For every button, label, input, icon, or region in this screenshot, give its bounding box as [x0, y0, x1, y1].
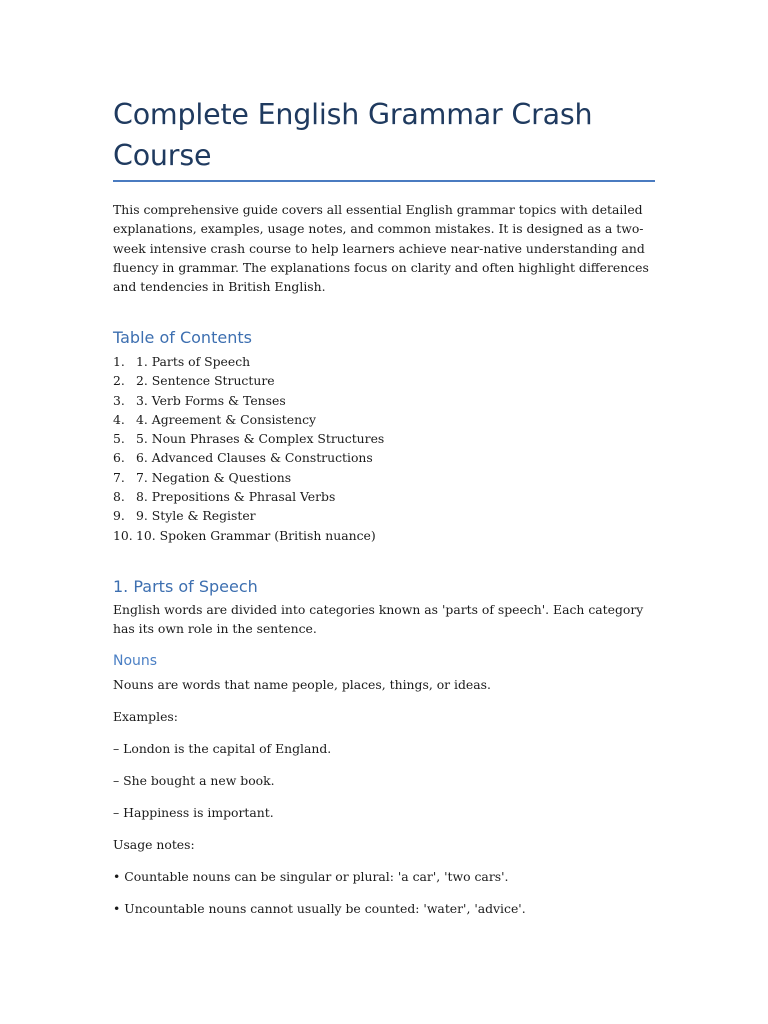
toc-item-label[interactable]: 6. Advanced Clauses & Constructions [136, 450, 373, 466]
examples-label: Examples: [113, 709, 178, 724]
title-underline [113, 180, 655, 182]
toc-heading: Table of Contents [113, 328, 252, 347]
toc-item-label[interactable]: 8. Prepositions & Phrasal Verbs [136, 489, 336, 505]
toc-item[interactable] [113, 352, 384, 371]
toc-item[interactable] [113, 448, 384, 467]
toc-item-number: 10. [113, 527, 133, 543]
document-title: Complete English Grammar Crash Course [113, 98, 593, 172]
toc-item-number: 1. [113, 354, 125, 369]
toc-item-label[interactable]: 4. Agreement & Consistency [136, 411, 317, 427]
toc-item-number: 9. [113, 508, 125, 524]
toc-item[interactable] [113, 468, 384, 487]
toc-item-number: 7. [113, 469, 125, 485]
toc-item-label[interactable]: 9. Style & Register [136, 508, 256, 524]
intro-paragraph: This comprehensive guide covers all essential English grammar topics with detailed explanations, examples, usage notes, and common mistakes. It is designed as a two-week intensive crash course to help learners achieve near-native understanding and fluency in grammar. The explanations focus on clarity and often highlight differences and tendencies in British English. [113, 202, 649, 295]
example-item: – She bought a new book. [113, 773, 275, 788]
toc-item-label[interactable]: 1. Parts of Speech [136, 354, 251, 369]
toc-item[interactable] [113, 506, 384, 525]
toc-item-label[interactable]: 3. Verb Forms & Tenses [136, 392, 286, 408]
example-item: – Happiness is important. [113, 805, 274, 820]
usage-note-item: • Countable nouns can be singular or plural: 'a car', 'two cars'. [113, 869, 509, 884]
nouns-definition: Nouns are words that name people, places, things, or ideas. [113, 677, 491, 692]
toc-item-number: 5. [113, 431, 125, 447]
toc-item[interactable] [113, 410, 384, 429]
subsection-heading-nouns: Nouns [113, 653, 158, 669]
toc-item[interactable] [113, 526, 384, 545]
toc-item-number: 2. [113, 373, 125, 389]
toc-item-number: 6. [113, 450, 125, 466]
table-of-contents [113, 352, 384, 545]
toc-item-number: 8. [113, 489, 125, 505]
toc-item[interactable] [113, 371, 384, 390]
toc-item-label[interactable]: 7. Negation & Questions [136, 469, 292, 485]
toc-item-label[interactable]: 2. Sentence Structure [136, 373, 275, 389]
example-item: – London is the capital of England. [113, 741, 332, 756]
toc-item-number: 4. [113, 411, 125, 427]
toc-item-label[interactable]: 10. Spoken Grammar (British nuance) [136, 527, 376, 543]
section-heading-parts-of-speech: 1. Parts of Speech [113, 577, 258, 596]
section-intro-paragraph: English words are divided into categories known as 'parts of speech'. Each category has its own role in the sentence. [113, 602, 644, 637]
toc-item[interactable] [113, 391, 384, 410]
usage-note-item: • Uncountable nouns cannot usually be counted: 'water', 'advice'. [113, 901, 526, 916]
usage-notes-label: Usage notes: [113, 837, 195, 852]
toc-item[interactable] [113, 487, 384, 506]
toc-item-number: 3. [113, 392, 125, 408]
toc-item[interactable] [113, 429, 384, 448]
toc-item-label[interactable]: 5. Noun Phrases & Complex Structures [136, 431, 385, 447]
